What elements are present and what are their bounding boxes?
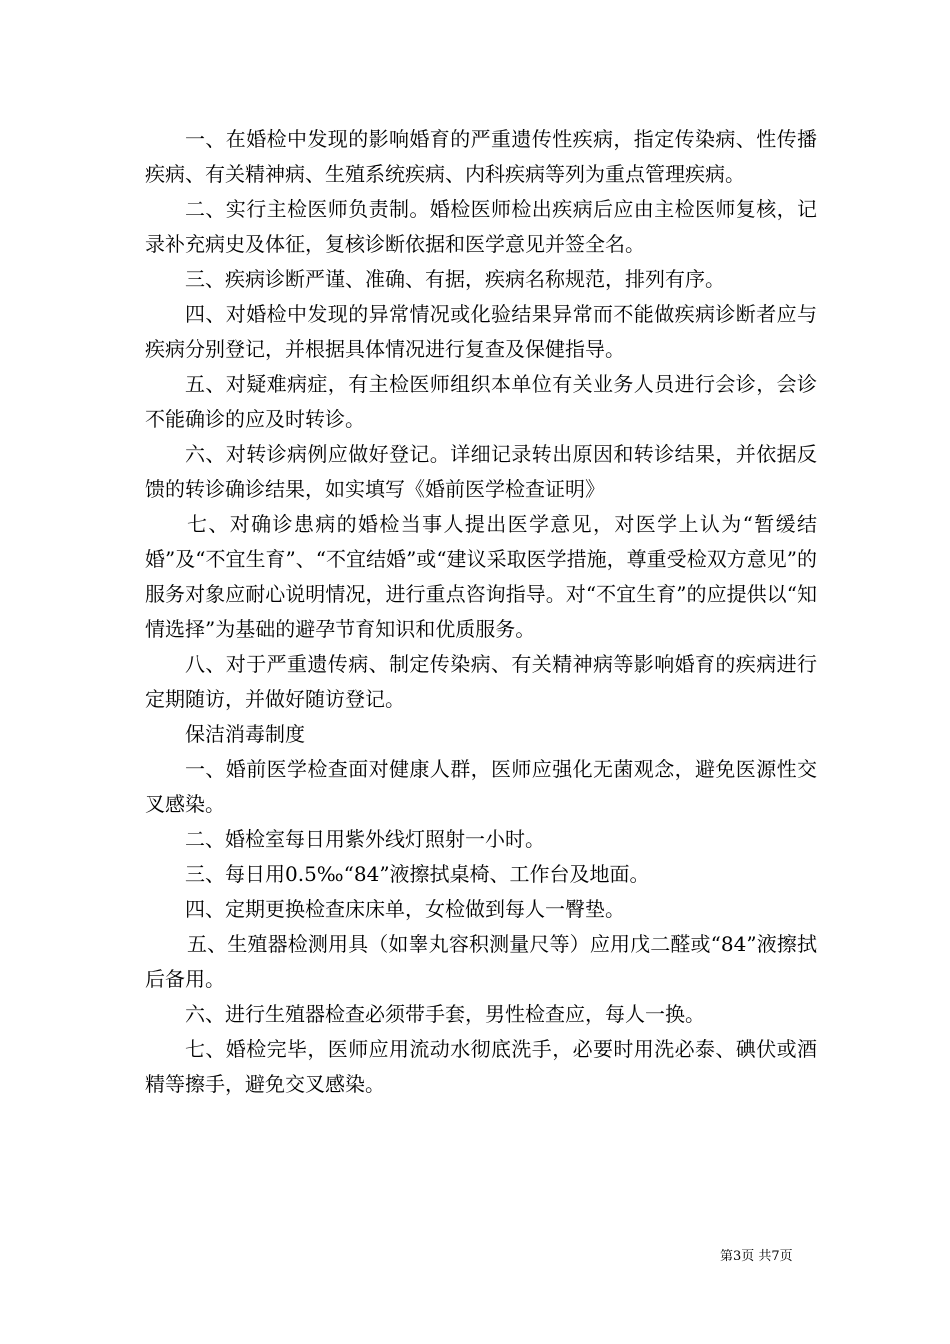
paragraph-cleaning-6: 六、进行生殖器检查必须带手套，男性检查应，每人一换。 xyxy=(185,1002,705,1026)
section-heading-cleaning: 保洁消毒制度 xyxy=(185,722,305,746)
page-number-footer: 第3页 共7页 xyxy=(720,1249,793,1264)
paragraph-rule-3: 三、疾病诊断严谨、准确、有据，疾病名称规范，排列有序。 xyxy=(185,267,725,291)
paragraph-rule-6: 六、对转诊病例应做好登记。详细记录转出原因和转诊结果，并依据反馈的转诊确诊结果，如实填写《婚前医学检查证明》 xyxy=(145,442,817,501)
paragraph-cleaning-1: 一、婚前医学检查面对健康人群，医师应强化无菌观念，避免医源性交叉感染。 xyxy=(145,757,817,816)
paragraph-cleaning-5: 五、生殖器检测用具（如睾丸容积测量尺等）应用戊二醛或“84”液擦拭后备用。 xyxy=(145,932,817,991)
paragraph-rule-4: 四、对婚检中发现的异常情况或化验结果异常而不能做疾病诊断者应与疾病分别登记，并根据具体情况进行复查及保健指导。 xyxy=(145,302,817,361)
paragraph-cleaning-4: 四、定期更换检查床床单，女检做到每人一臀垫。 xyxy=(185,897,625,921)
paragraph-rule-5: 五、对疑难病症，有主检医师组织本单位有关业务人员进行会诊，会诊不能确诊的应及时转诊。 xyxy=(145,372,817,431)
paragraph-rule-8: 八、对于严重遗传病、制定传染病、有关精神病等影响婚育的疾病进行定期随访，并做好随访登记。 xyxy=(145,652,817,711)
document-body xyxy=(145,122,817,1102)
paragraph-rule-1: 一、在婚检中发现的影响婚育的严重遗传性疾病，指定传染病、性传播疾病、有关精神病、生殖系统疾病、内科疾病等列为重点管理疾病。 xyxy=(145,127,817,186)
paragraph-cleaning-3: 三、每日用0.5‰“84”液擦拭桌椅、工作台及地面。 xyxy=(185,862,650,886)
paragraph-cleaning-2: 二、婚检室每日用紫外线灯照射一小时。 xyxy=(185,827,545,851)
paragraph-cleaning-7: 七、婚检完毕，医师应用流动水彻底洗手，必要时用洗必泰、碘伏或酒精等擦手，避免交叉感染。 xyxy=(145,1037,817,1096)
paragraph-rule-2: 二、实行主检医师负责制。婚检医师检出疾病后应由主检医师复核，记录补充病史及体征，复核诊断依据和医学意见并签全名。 xyxy=(145,197,817,256)
paragraph-rule-7: 七、对确诊患病的婚检当事人提出医学意见，对医学上认为“暂缓结婚”及“不宜生育”、“不宜结婚”或“建议采取医学措施，尊重受检双方意见”的服务对象应耐心说明情况，进行重点咨询指导。对“不宜生育”的应提供以“知情选择”为基础的避孕节育知识和优质服务。 xyxy=(145,512,817,641)
